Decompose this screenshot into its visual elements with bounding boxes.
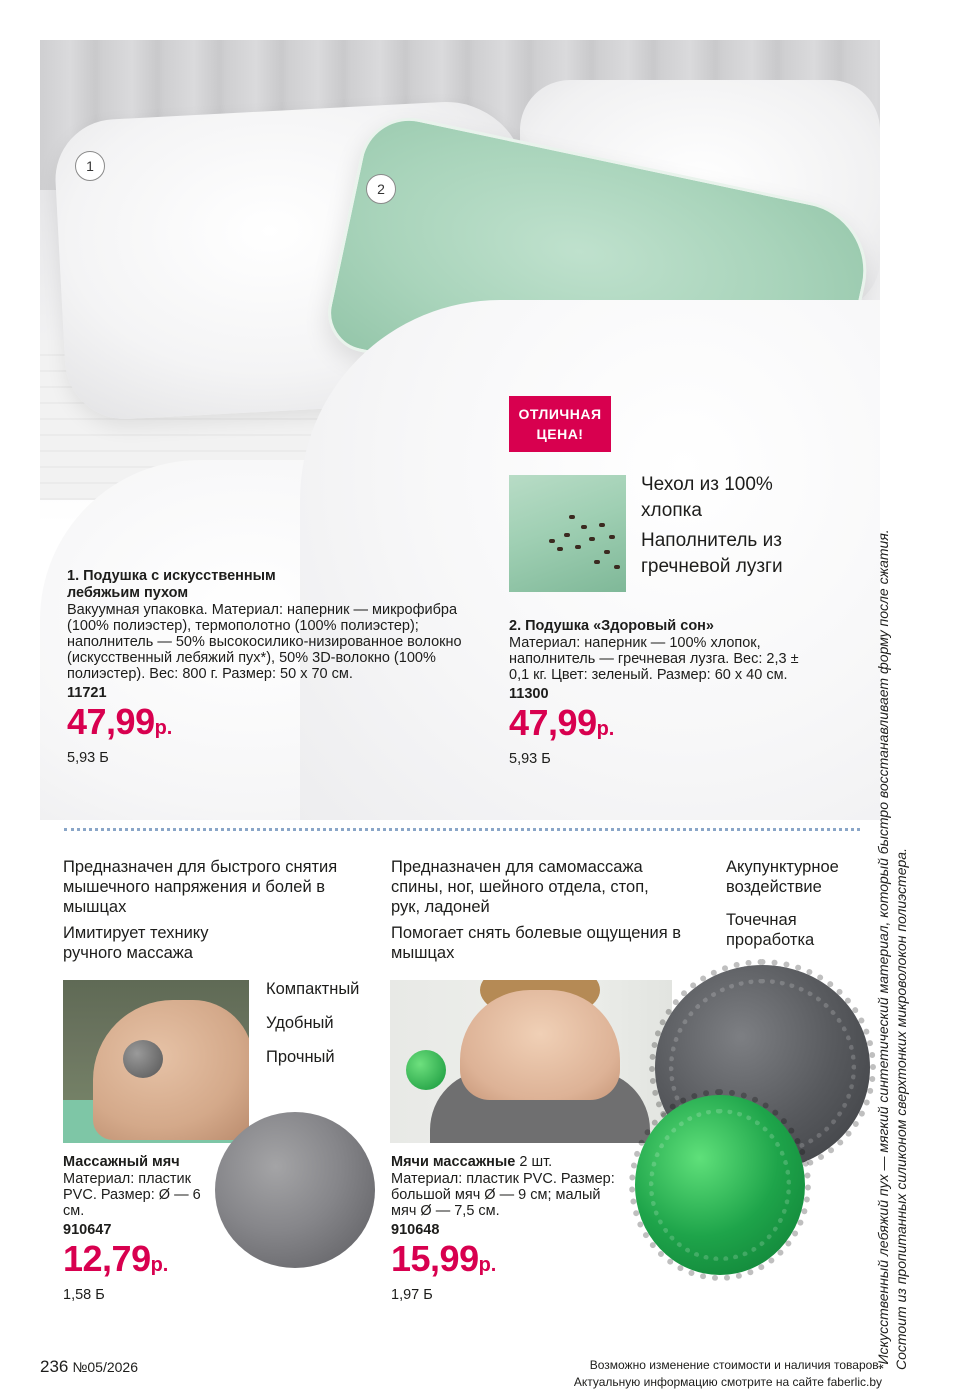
product-card-2 bbox=[509, 618, 809, 769]
product-title-suffix: 2 шт. bbox=[519, 1154, 553, 1170]
page-number-value: 236 bbox=[40, 1357, 69, 1376]
price-value: 47,99 bbox=[509, 702, 597, 743]
feature-filling: Наполнитель из гречневой лузги bbox=[641, 530, 783, 577]
price-value: 12,79 bbox=[63, 1238, 151, 1279]
product-description: Материал: пластик PVC. Размер: большой мяч Ø — 9 см; малый мяч Ø — 7,5 см. bbox=[391, 1171, 615, 1219]
product-price bbox=[391, 1239, 631, 1285]
sale-badge bbox=[509, 396, 611, 452]
product-price bbox=[67, 702, 487, 748]
section-divider bbox=[64, 828, 860, 831]
footnote-side: *Искусственный лебяжий пух — мягкий синтетический материал, который быстро восстанавливает форму после сжатия. Состоит из пропитанных силиконом сверхтонких микроволокон полиэстера. bbox=[875, 529, 909, 1370]
product-price bbox=[509, 703, 809, 749]
massage-ball-prop-convenient: Удобный bbox=[266, 1014, 334, 1032]
product-code: 11300 bbox=[509, 686, 549, 702]
grey-massage-ball-image bbox=[215, 1112, 375, 1268]
product-code: 910648 bbox=[391, 1222, 440, 1238]
buckwheat-detail-photo bbox=[509, 475, 626, 592]
product-title: 2. Подушка «Здоровый сон» bbox=[509, 618, 714, 634]
product-description: Вакуумная упаковка. Материал: наперник — микрофибра (100% полиэстер), термополотно (100% полиэстер); наполнитель — 50% высокосилико-низированное волокно (искусственный лебяжий пух*), 50% 3D-волокно (100% полиэстер). Вес: 800 г. Размер: 50 х 70 см. bbox=[67, 602, 462, 682]
price-currency: р. bbox=[150, 1254, 169, 1276]
price-value: 47,99 bbox=[67, 701, 155, 742]
footer-disclaimer-line1: Возможно изменение стоимости и наличия товаров. bbox=[589, 1358, 882, 1372]
product-description: Материал: наперник — 100% хлопок, наполнитель — гречневая лузга. Вес: 2,3 ± 0,1 кг. Цвет: зеленый. Размер: 60 х 40 см. bbox=[509, 635, 799, 683]
massage-ball-prop-compact: Компактный bbox=[266, 980, 360, 998]
product-card-4 bbox=[391, 1154, 631, 1305]
massage-balls-usage-photo bbox=[390, 980, 672, 1143]
product-points: 1,97 Б bbox=[391, 1287, 433, 1303]
product-points: 5,93 Б bbox=[509, 751, 551, 767]
product-title bbox=[391, 1154, 631, 1171]
issue-number: №05/2026 bbox=[72, 1359, 138, 1375]
price-currency: р. bbox=[154, 717, 173, 739]
product-title-text: Мячи массажные bbox=[391, 1154, 516, 1170]
massage-balls-helps: Помогает снять болевые ощущения в мышцах bbox=[391, 924, 682, 962]
massage-balls-point: Точечная проработка bbox=[726, 911, 815, 949]
footer-disclaimer bbox=[574, 1357, 882, 1391]
product-code: 11721 bbox=[67, 685, 107, 701]
massage-ball-imitates: Имитирует технику ручного массажа bbox=[63, 924, 209, 962]
massage-ball-usage-photo bbox=[63, 980, 249, 1143]
massage-ball-prop-durable: Прочный bbox=[266, 1048, 335, 1066]
sale-badge-label: ОТЛИЧНАЯ ЦЕНА! bbox=[518, 406, 602, 442]
massage-balls-purpose: Предназначен для самомассажа спины, ног, шейного отдела, стоп, рук, ладоней bbox=[391, 858, 649, 916]
product-description: Материал: пластик PVC. Размер: Ø — 6 см. bbox=[63, 1171, 201, 1219]
product-points: 1,58 Б bbox=[63, 1287, 105, 1303]
massage-ball-purpose: Предназначен для быстрого снятия мышечного напряжения и болей в мышцах bbox=[63, 858, 338, 916]
footer-disclaimer-line2: Актуальную информацию смотрите на сайте faberlic.by bbox=[573, 1375, 882, 1389]
product-number-badge-1: 1 bbox=[75, 151, 105, 181]
product-price bbox=[63, 1239, 223, 1285]
feature-cover: Чехол из 100% хлопка bbox=[641, 474, 773, 521]
price-value: 15,99 bbox=[391, 1238, 479, 1279]
price-currency: р. bbox=[478, 1254, 497, 1276]
product-title: Массажный мяч bbox=[63, 1154, 180, 1170]
product-code: 910647 bbox=[63, 1222, 112, 1238]
page-number bbox=[40, 1357, 138, 1377]
product-points: 5,93 Б bbox=[67, 750, 109, 766]
product-title: 1. Подушка с искусственным лебяжьим пухом bbox=[67, 568, 276, 601]
green-spiky-ball-image bbox=[635, 1095, 805, 1275]
massage-balls-acupuncture: Акупунктурное воздействие bbox=[726, 858, 839, 896]
product-card-1 bbox=[67, 568, 487, 768]
price-currency: р. bbox=[596, 718, 615, 740]
product-number-badge-2: 2 bbox=[366, 174, 396, 204]
product-card-3 bbox=[63, 1154, 223, 1305]
